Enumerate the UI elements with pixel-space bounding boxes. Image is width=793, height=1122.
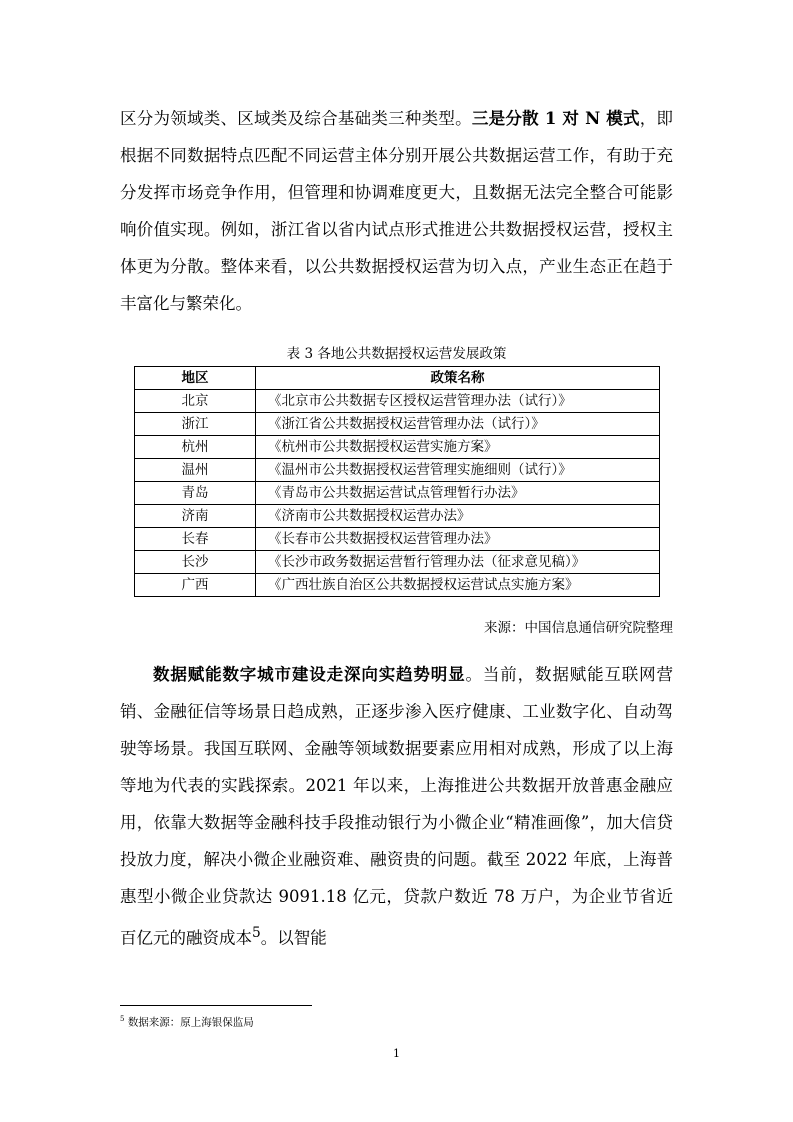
table-row (135, 413, 660, 436)
region-cell: 杭州 (135, 436, 256, 459)
paragraph-text: 区分为领域类、区域类及综合基础类三种类型。 (120, 109, 472, 128)
page-number: 1 (393, 1047, 400, 1060)
bold-heading-phrase: 数据赋能数字城市建设走深向实趋势明显 (153, 665, 466, 684)
region-cell: 济南 (135, 505, 256, 528)
table-header-row (135, 367, 660, 390)
body-paragraph-2 (120, 656, 673, 957)
paragraph-text: 。当前，数据赋能互联网营销、金融征信等场景日趋成熟，正逐步渗入医疗健康、工业数字化、自动驾驶等场景。我国互联网、金融等领域数据要素应用相对成熟，形成了以上海等地为代表的实践探索。2021 年以来，上海推进公共数据开放普惠金融应用，依靠大数据等金融科技手段推动银行为小微企业“精准画像”，加大信贷投放力度，解决小微企业融资难、融资贵的问题。截至 2022 年底，上海普惠型小微企业贷款达 9091.18 亿元，贷款户数近 78 万户，为企业节省近百亿元的融资成本 (120, 665, 674, 948)
body-paragraph-1 (120, 100, 673, 322)
table-row (135, 528, 660, 551)
policy-cell: 《长春市公共数据授权运营管理办法》 (256, 528, 660, 551)
region-cell: 广西 (135, 574, 256, 597)
table-row (135, 390, 660, 413)
table-row (135, 574, 660, 597)
region-cell: 青岛 (135, 482, 256, 505)
table-row (135, 482, 660, 505)
footnote-text: 数据来源：原上海银保监局 (127, 1016, 254, 1029)
bold-heading-phrase: 三是分散 1 对 N 模式 (471, 109, 640, 128)
policy-cell: 《济南市公共数据授权运营办法》 (256, 505, 660, 528)
policy-table (134, 366, 660, 597)
region-cell: 浙江 (135, 413, 256, 436)
region-cell: 长沙 (135, 551, 256, 574)
table-row (135, 436, 660, 459)
policy-cell: 《北京市公共数据专区授权运营管理办法（试行）》 (256, 390, 660, 413)
footnote-divider (120, 1005, 312, 1006)
footnote-number: 5 (120, 1015, 125, 1023)
table-caption: 表 3 各地公共数据授权运营发展政策 (286, 346, 507, 362)
column-header-policy: 政策名称 (256, 367, 660, 390)
table-row (135, 551, 660, 574)
region-cell: 温州 (135, 459, 256, 482)
region-cell: 北京 (135, 390, 256, 413)
column-header-region: 地区 (135, 367, 256, 390)
paragraph-text: 。以智能 (260, 928, 327, 948)
footnote-reference[interactable]: 5 (252, 925, 261, 941)
table-row (135, 459, 660, 482)
policy-cell: 《温州市公共数据授权运营管理实施细则（试行）》 (256, 459, 660, 482)
policy-cell: 《青岛市公共数据运营试点管理暂行办法》 (256, 482, 660, 505)
policy-cell: 《长沙市政务数据运营暂行管理办法（征求意见稿）》 (256, 551, 660, 574)
policy-cell: 《杭州市公共数据授权运营实施方案》 (256, 436, 660, 459)
region-cell: 长春 (135, 528, 256, 551)
policy-cell: 《广西壮族自治区公共数据授权运营试点实施方案》 (256, 574, 660, 597)
table-row (135, 505, 660, 528)
paragraph-text: ，即根据不同数据特点匹配不同运营主体分别开展公共数据运营工作，有助于充分发挥市场竞争作用，但管理和协调难度更大，且数据无法完全整合可能影响价值实现。例如，浙江省以省内试点形式推进公共数据授权运营，授权主体更为分散。整体来看，以公共数据授权运营为切入点，产业生态正在趋于丰富化与繁荣化。 (120, 109, 674, 313)
policy-cell: 《浙江省公共数据授权运营管理办法（试行）》 (256, 413, 660, 436)
footnote (120, 1011, 254, 1031)
table-source-note: 来源：中国信息通信研究院整理 (484, 620, 673, 636)
